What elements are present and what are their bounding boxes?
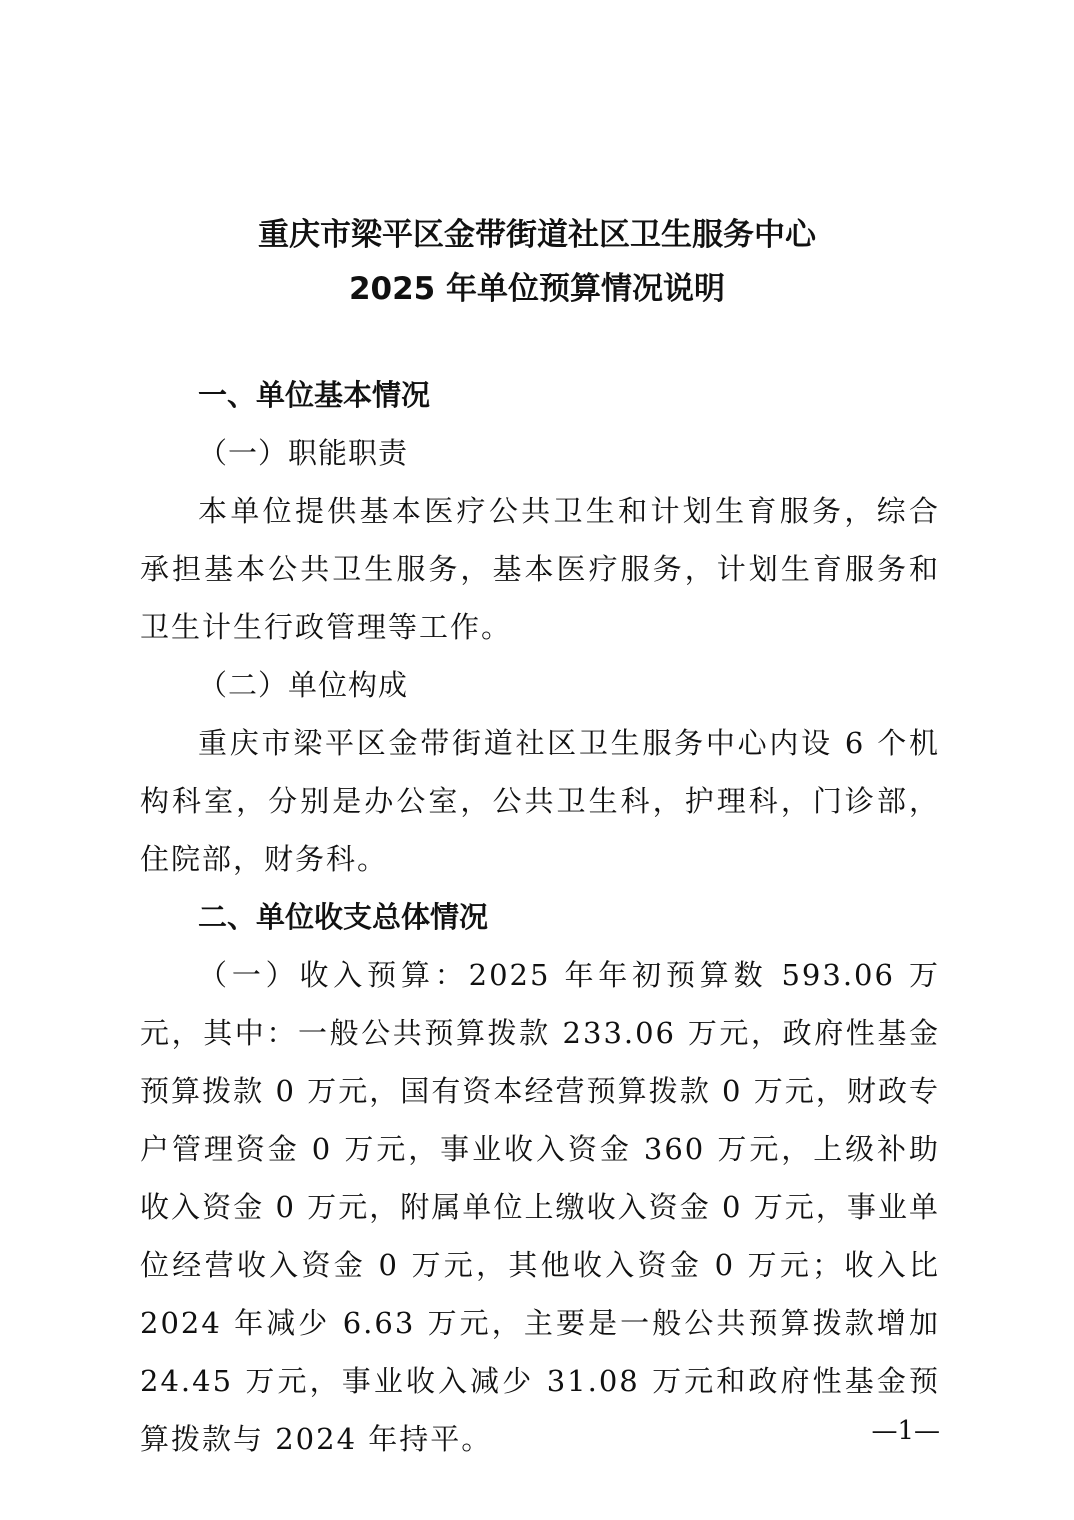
document-title-line-1: 重庆市梁平区金带街道社区卫生服务中心 bbox=[258, 217, 816, 253]
subheading-composition: （二）单位构成 bbox=[198, 668, 409, 702]
document-title-line-2: 2025 年单位预算情况说明 bbox=[348, 271, 726, 307]
paragraph-income-budget: （一）收入预算：2025 年年初预算数 593.06 万元，其中：一般公共预算拨款 233.06 万元，政府性基金预算拨款 0 万元，国有资本经营预算拨款 0 万元，财政专户管理资金 0 万元，事业收入资金 360 万元，上级补助收入资金 0 万元，附属单位上缴收入资金 0 万元，事业单位经营收入资金 0 万元，其他收入资金 0 万元；收入比 2024 年减少 6.63 万元，主要是一般公共预算拨款增加 24.45 万元，事业收入减少 31.08 万元和政府性基金预算拨款与 2024 年持平。 bbox=[140, 958, 940, 1456]
section-heading-income-expense: 二、单位收支总体情况 bbox=[198, 900, 489, 934]
document-body bbox=[140, 366, 940, 1468]
section-heading-basic-info: 一、单位基本情况 bbox=[198, 378, 431, 412]
subheading-functions: （一）职能职责 bbox=[198, 436, 409, 470]
paragraph-functions: 本单位提供基本医疗公共卫生和计划生育服务，综合承担基本公共卫生服务，基本医疗服务，计划生育服务和卫生计生行政管理等工作。 bbox=[140, 494, 940, 644]
page-number: —1— bbox=[871, 1416, 940, 1446]
paragraph-composition: 重庆市梁平区金带街道社区卫生服务中心内设 6 个机构科室，分别是办公室，公共卫生科，护理科，门诊部，住院部，财务科。 bbox=[140, 726, 940, 876]
